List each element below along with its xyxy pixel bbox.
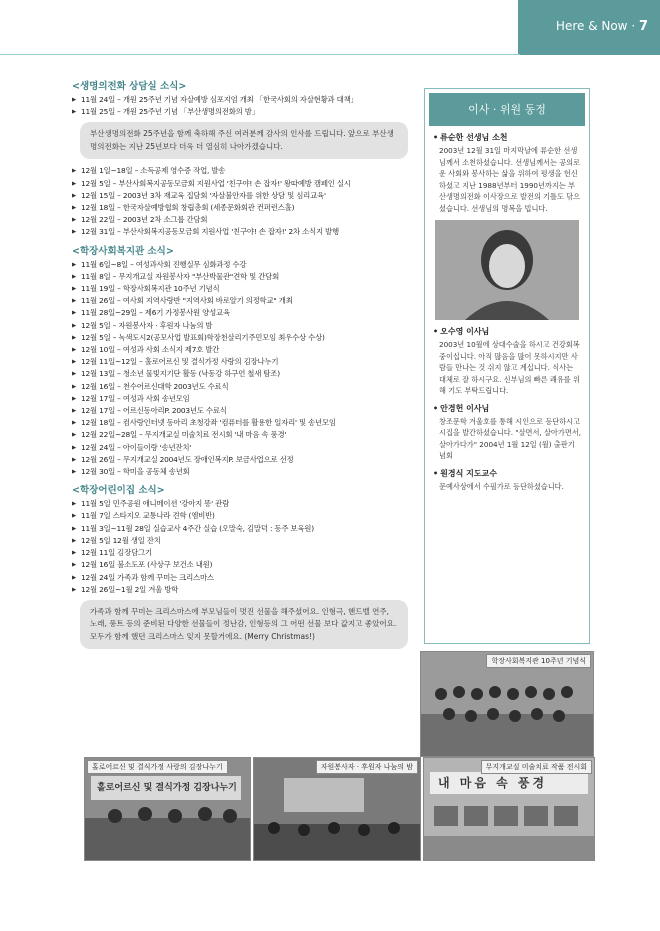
kimchi-banner: 홀로어르신 및 결식가정 김장나누기 <box>97 783 237 793</box>
person-name: • 오수영 이사님 <box>433 326 581 337</box>
person-name: • 안경헌 이사님 <box>433 403 581 414</box>
list-item: ▶ 12월 10일 – 여성과 사회 소식지 제7호 발간 <box>72 344 408 356</box>
list-item: ▶ 12월 11일 김장담그기 <box>72 547 408 559</box>
portrait-icon <box>435 220 579 320</box>
list-item: ▶ 11월 5일 민주공원 애니메이션 '강아지 똥' 관람 <box>72 498 408 510</box>
section-title-welfare: <학장사회복지관 소식> <box>72 245 174 257</box>
list-item: ▶ 12월 24일 – 아이들이랑 '송년잔치' <box>72 442 408 454</box>
person-body: 2003년 12월 31일 마지막날에 류순한 선생님께서 소천하셨습니다. 선생님께서는 공의로운 사회와 봉사하는 삶을 위하여 평생을 헌신하셨고 지난 1988년부터 1990년까지는 부산생명의전화 이사장으로 발전의 기틀도 닦으셨습니다. 선생님의 명복을 빕니다. <box>439 146 581 213</box>
photo-caption: 홀로어르신 및 결식가정 사랑의 김장나누기 <box>87 760 228 774</box>
list-item: ▶ 12월 30일 – 학미을 공동체 송년회 <box>72 466 408 478</box>
list-item: ▶ 12월 15일 – 2003년 3차 재교육 집담회 '자살불안자를 위한 상담 및 심리교육' <box>72 190 408 202</box>
counseling-list-1 <box>72 94 408 118</box>
photo-caption: 무지개교실 미술치료 작품 전시회 <box>481 760 592 774</box>
person-body: 2003년 10월에 상대수술을 하시고 건강회복중이십니다. 아직 많음을 많이 못하시지만 사람들 만나는 것 쉬지 않고 계십니다. 식사는 대체로 잘 하시구요. 신부님의 빠른 쾌유를 위해 기도 부탁드립니다. <box>439 340 580 395</box>
list-item: ▶ 12월 18일 – 컴사랑인터넷 동아리 초청강좌 '컴퓨터를 활용한 일자리' 및 송년모임 <box>72 417 408 429</box>
photo-caption: 학장사회복지관 10주년 기념식 <box>486 654 591 668</box>
page-number: 7 <box>638 19 648 34</box>
list-item: ▶ 12월 1일~18일 – 소득공제 영수증 작업, 발송 <box>72 165 408 177</box>
list-item: ▶ 12월 16일 – 천수어르신대학 2003년도 수료식 <box>72 381 408 393</box>
list-item: ▶ 12월 5일 – 녹색도시2(공모사업 발표회)학장천살리기주민모임 최우수상 수상) <box>72 332 408 344</box>
list-item: ▶ 12월 13일 – 청소년 물빛지기단 활동 (낙동강 하구언 철새 탐조) <box>72 368 408 380</box>
counseling-list-2 <box>72 165 408 238</box>
list-item: ▶ 11월 19일 – 학장사회복지관 10주년 기념식 <box>72 283 408 295</box>
exhibit-banner: 내 마음 속 풍경 <box>438 776 548 790</box>
list-item: ▶ 11월 25일 – 개원 25주년 기념 「부산생명의전화의 밤」 <box>72 106 408 118</box>
list-item: ▶ 12월 5일 – 자원봉사자 · 후원자 나눔의 밤 <box>72 320 408 332</box>
list-item: ▶ 11월 26일 – 여사회 지역사랑반 "지역사회 바로알기 의정학교" 개최 <box>72 295 408 307</box>
list-item: ▶ 11월 28일~29일 – 제6기 가정봉사원 양성교육 <box>72 307 408 319</box>
list-item: ▶ 12월 24일 가족과 함께 꾸미는 크리스마스 <box>72 572 408 584</box>
header-separator: · <box>627 19 639 33</box>
list-item: ▶ 12월 31일 – 부산사회복지공동모금회 지원사업 '친구야! 손 잡자!' 2차 소식지 발행 <box>72 226 408 238</box>
christmas-note: 가족과 함께 꾸미는 크리스마스에 부모님들이 멋진 선물을 해주셨어요. 인형극, 핸드벨 연주, 노래, 풍트 등의 준비된 다양한 선물들이 정난감, 인형등의 그 어떤 선물 보다 값지고 좋았어요. 모두가 함께 했던 크리스마스 잊지 못할거에요. (Merry Christmas!) <box>80 600 408 650</box>
person-entry <box>425 326 589 397</box>
board-news-box <box>424 88 590 644</box>
person-name: • 류순한 선생님 소천 <box>433 132 581 143</box>
list-item: ▶ 11월 6일~8일 – 여성과사회 진행실무 심화과정 수강 <box>72 259 408 271</box>
board-news-title: 이사 · 위원 동정 <box>429 93 585 126</box>
photo-caption: 자원봉사자 · 후원자 나눔의 밤 <box>316 760 418 774</box>
person-entry <box>425 468 589 493</box>
header-rule <box>0 54 520 55</box>
person-body: 창조문학 겨울호를 통해 시인으로 등단하시고 시집을 발간하셨습니다. "살면서, 살아가면서, 살아가다가" 2004년 1월 12일 (월) 출판기념회 <box>439 416 581 460</box>
list-item: ▶ 12월 11일~12일 – 홀로어르신 및 결식가정 사랑의 김장나누기 <box>72 356 408 368</box>
list-item: ▶ 12월 26일 – 무지개교실 2004년도 장애인복지P. 보금사업으로 선정 <box>72 454 408 466</box>
list-item: ▶ 12월 18일 – 한국자살예방협회 창립총회 (세종문화회관 컨퍼런스홀) <box>72 202 408 214</box>
list-item: ▶ 12월 22일~28일 – 무지개교실 미술치료 전시회 '내 마음 속 풍경' <box>72 429 408 441</box>
list-item: ▶ 12월 5일 – 부산사회복지공동모금회 지원사업 '친구야! 손 잡자!' 왕따예방 캠페인 실시 <box>72 178 408 190</box>
welfare-list <box>72 259 408 479</box>
list-item: ▶ 12월 26일~1월 2일 겨울 방학 <box>72 584 408 596</box>
photo-art-exhibit <box>423 757 595 861</box>
page-header-tab <box>518 0 660 55</box>
person-body: 문예사상에서 수필가로 등단하셨습니다. <box>439 481 564 491</box>
header-text <box>556 19 648 34</box>
list-item: ▶ 12월 5일 12월 생일 잔치 <box>72 535 408 547</box>
list-item: ▶ 11월 7일 스타지오 교통나라 견학 (엠비반) <box>72 510 408 522</box>
list-item: ▶ 12월 22일 – 2003년 2차 소그룹 간담회 <box>72 214 408 226</box>
section-title-daycare: <학장어린이집 소식> <box>72 485 165 497</box>
list-item: ▶ 12월 17일 – 여성과 사회 송년모임 <box>72 393 408 405</box>
photo-anniversary <box>420 651 594 757</box>
list-item: ▶ 11월 24일 – 개원 25주년 기념 자살예방 심포지엄 개최 「한국사회의 자살현황과 대책」 <box>72 94 408 106</box>
photo-kimchi <box>84 757 251 861</box>
news-column <box>72 78 408 655</box>
portrait-photo <box>435 220 579 320</box>
list-item: ▶ 11월 3일~11월 28일 실습교사 4주간 실습 (오말숙, 김말덕 : 동주 보육원) <box>72 523 408 535</box>
list-item: ▶ 11월 8일 – 무지개교실 자원봉사자 "부산박물관"견학 및 간담회 <box>72 271 408 283</box>
list-item: ▶ 12월 16일 불소도포 (사상구 보건소 내원) <box>72 559 408 571</box>
person-entry <box>425 132 589 320</box>
photo-volunteers <box>253 757 421 861</box>
list-item: ▶ 12월 17일 – 어르신동아리P. 2003년도 수료식 <box>72 405 408 417</box>
person-entry <box>425 403 589 462</box>
person-name: • 원경식 지도교수 <box>433 468 581 479</box>
counseling-note: 부산생명의전화 25주년을 함께 축하해 주신 여러분께 감사의 인사를 드립니다. 앞으로 부산생명의전화는 지난 25년보다 더욱 더 열심히 나아가겠습니다. <box>80 122 408 159</box>
header-label: Here & Now <box>555 19 628 33</box>
section-title-counseling: <생명의전화 상담실 소식> <box>72 81 187 92</box>
daycare-list <box>72 498 408 596</box>
